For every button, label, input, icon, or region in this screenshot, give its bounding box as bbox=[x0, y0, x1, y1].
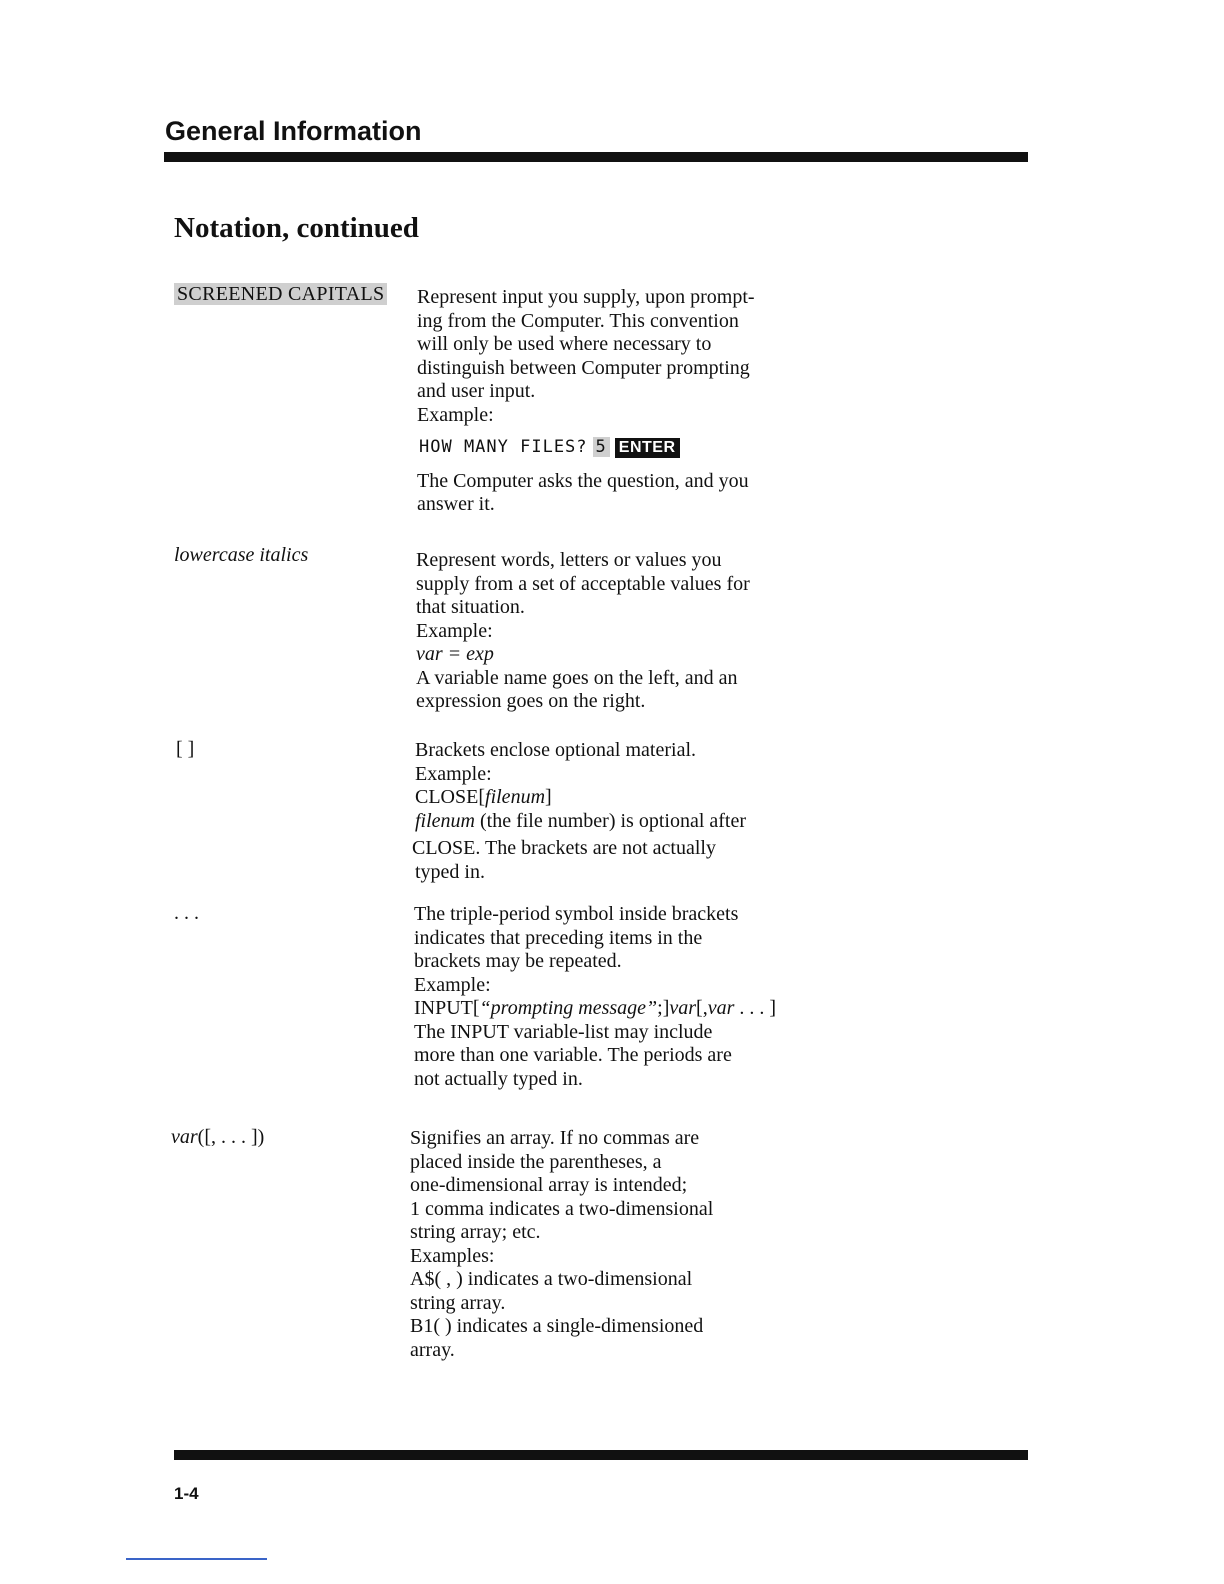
term-array-var: var bbox=[171, 1126, 198, 1148]
syntax-part: “prompting message” bbox=[479, 997, 658, 1019]
bracket-close: ] bbox=[545, 786, 552, 808]
desc-line: distinguish between Computer prompting bbox=[417, 356, 750, 379]
desc-line: 1 comma indicates a two-dimensional bbox=[410, 1197, 714, 1220]
desc-line: more than one variable. The periods are bbox=[414, 1044, 732, 1066]
desc-line: indicates that preceding items in the bbox=[414, 926, 703, 949]
desc-line: not actually typed in. bbox=[414, 1067, 583, 1090]
desc-brackets bbox=[412, 739, 845, 884]
screen-prompt: HOW MANY FILES? bbox=[419, 437, 588, 457]
desc-line: placed inside the parentheses, a bbox=[410, 1150, 662, 1173]
term-array bbox=[171, 1126, 264, 1150]
syntax-part: INPUT[ bbox=[414, 997, 480, 1019]
desc-line: Represent input you supply, upon prompt- bbox=[417, 286, 755, 308]
section-title: Notation, continued bbox=[174, 212, 419, 244]
scan-underline-mark bbox=[126, 1558, 267, 1560]
desc-line: Represent words, letters or values you bbox=[416, 549, 722, 571]
example-argument: filenum bbox=[485, 786, 546, 808]
screened-capitals-label: SCREENED CAPITALS bbox=[174, 283, 387, 305]
desc-line: ing from the Computer. This convention bbox=[417, 309, 739, 332]
desc-line: expression goes on the right. bbox=[416, 690, 646, 712]
desc-line: supply from a set of acceptable values for bbox=[416, 572, 750, 595]
desc-line: answer it. bbox=[417, 493, 495, 515]
example-expression: var = exp bbox=[416, 643, 494, 665]
desc-line: Example: bbox=[416, 619, 493, 642]
term-lowercase-italics: lowercase italics bbox=[174, 544, 309, 566]
argument-explanation: (the file number) is optional after bbox=[475, 809, 747, 832]
screen-example bbox=[419, 435, 847, 460]
argument-name: filenum bbox=[415, 809, 475, 832]
footer-rule bbox=[174, 1450, 1028, 1460]
desc-line: Examples: bbox=[410, 1244, 495, 1267]
syntax-part: var bbox=[669, 997, 697, 1019]
example-input-syntax bbox=[414, 997, 844, 1021]
syntax-part: . . . ] bbox=[734, 997, 777, 1019]
desc-line: one-dimensional array is intended; bbox=[410, 1174, 688, 1196]
page-number: 1-4 bbox=[174, 1484, 199, 1503]
screen-user-input: 5 bbox=[593, 437, 610, 457]
desc-line: The triple-period symbol inside brackets bbox=[414, 903, 739, 925]
bracket-open: [ bbox=[478, 786, 486, 808]
example-close-syntax bbox=[415, 786, 845, 810]
desc-line: B1( ) indicates a single-dimensioned bbox=[410, 1315, 704, 1337]
term-screened-capitals bbox=[174, 283, 387, 307]
desc-ellipsis bbox=[414, 903, 844, 1091]
desc-lowercase-italics bbox=[416, 549, 846, 714]
desc-line: that situation. bbox=[416, 596, 525, 618]
desc-line: brackets may be repeated. bbox=[414, 950, 622, 972]
term-brackets: [ ] bbox=[176, 738, 195, 760]
desc-line: will only be used where necessary to bbox=[417, 333, 712, 355]
syntax-part: ;] bbox=[657, 997, 670, 1019]
desc-line: typed in. bbox=[415, 860, 485, 883]
desc-line: string array. bbox=[410, 1291, 506, 1314]
syntax-part: [, bbox=[696, 997, 708, 1019]
desc-line: string array; etc. bbox=[410, 1221, 541, 1243]
desc-line: and user input. bbox=[417, 380, 536, 402]
desc-line: A variable name goes on the left, and an bbox=[416, 666, 738, 689]
desc-screened-capitals bbox=[417, 286, 847, 517]
desc-line: Example: bbox=[415, 762, 492, 785]
desc-line bbox=[415, 810, 845, 834]
desc-line: Signifies an array. If no commas are bbox=[410, 1127, 700, 1149]
desc-line: Example: bbox=[417, 403, 494, 426]
term-ellipsis: . . . bbox=[174, 902, 199, 924]
desc-line: The Computer asks the question, and you bbox=[417, 469, 749, 492]
desc-line: Brackets enclose optional material. bbox=[415, 739, 697, 761]
desc-line: A$( , ) indicates a two-dimensional bbox=[410, 1268, 693, 1290]
enter-key-icon: ENTER bbox=[615, 438, 680, 458]
desc-line: array. bbox=[410, 1338, 455, 1361]
example-command: CLOSE bbox=[415, 786, 479, 808]
desc-line: Example: bbox=[414, 973, 491, 996]
desc-line: CLOSE. The brackets are not actually bbox=[412, 837, 716, 859]
syntax-part: var bbox=[707, 997, 735, 1019]
desc-array bbox=[410, 1127, 840, 1362]
header-rule bbox=[164, 152, 1028, 162]
desc-line: The INPUT variable-list may include bbox=[414, 1020, 713, 1043]
page-header-title: General Information bbox=[165, 116, 422, 146]
term-array-rest: ([, . . . ]) bbox=[197, 1126, 265, 1148]
